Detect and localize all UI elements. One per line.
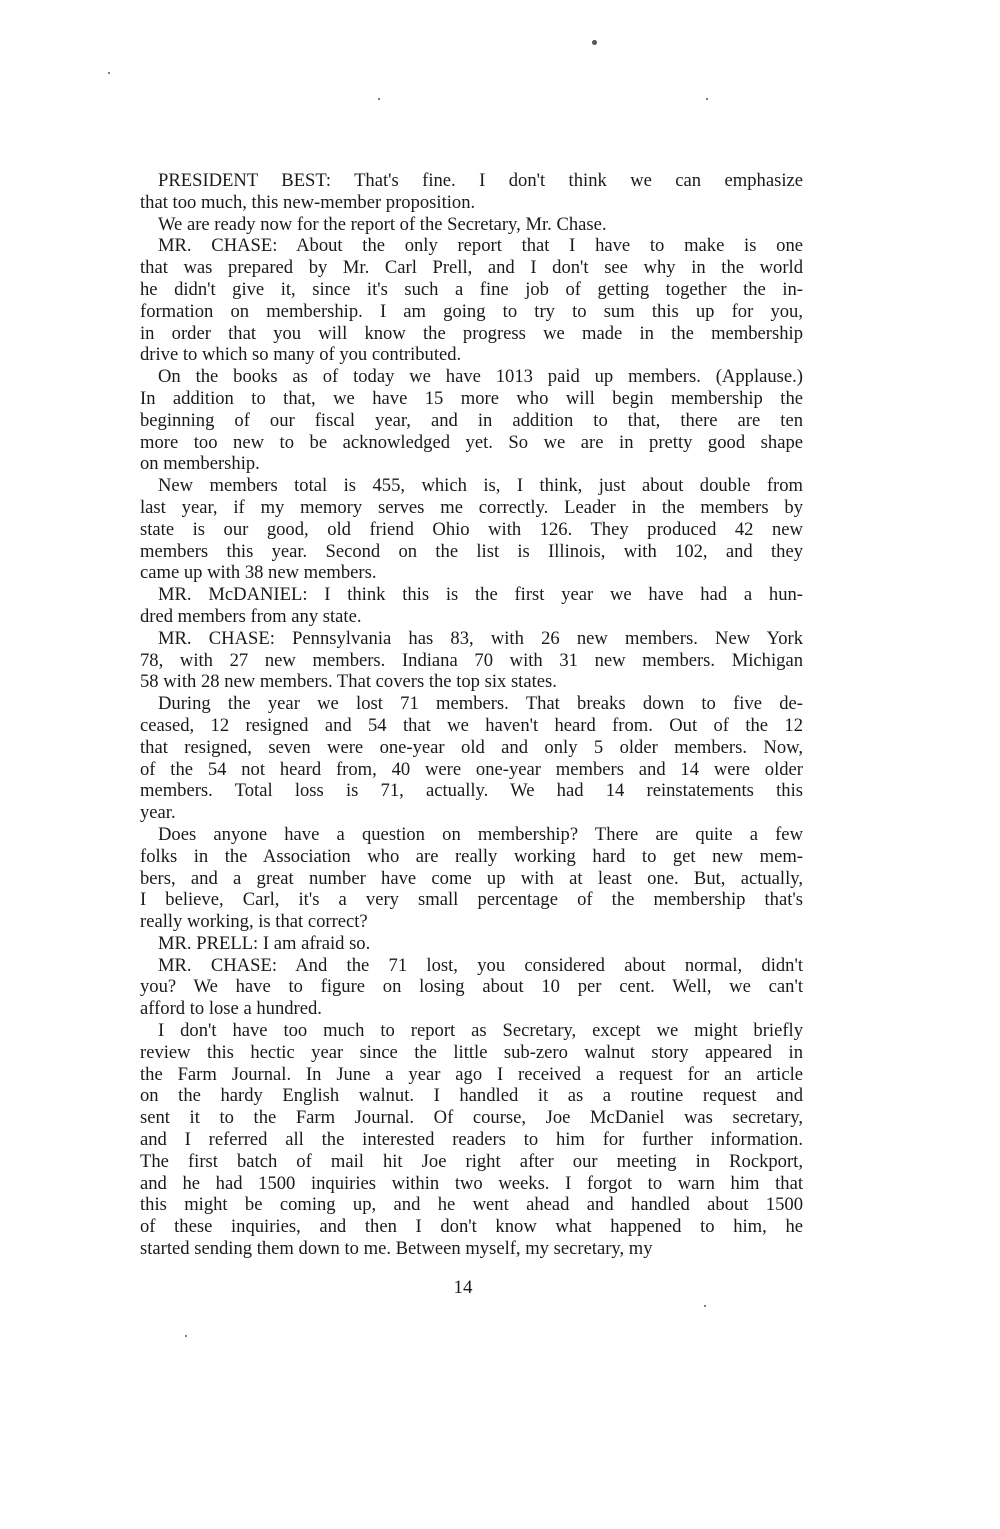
text-line: We are ready now for the report of the Secretary, Mr. Chase. <box>158 213 607 235</box>
text-line: members. Total loss is 71, actually. We had 14 reinstatements this <box>140 780 803 802</box>
paragraph <box>140 955 803 1020</box>
text-line: Does anyone have a question on membership? There are quite a few <box>158 823 803 845</box>
text-line: members this year. Second on the list is Illinois, with 102, and they <box>140 540 803 562</box>
text-line: last year, if my memory serves me correctly. Leader in the members by <box>140 496 803 518</box>
text-line: that was prepared by Mr. Carl Prell, and I don't see why in the world <box>140 257 803 279</box>
text-line: of these inquiries, and then I don't know what happened to him, he <box>140 1216 803 1238</box>
text-line: and he had 1500 inquiries within two weeks. I forgot to warn him that <box>140 1172 803 1194</box>
paragraph <box>140 584 803 628</box>
text-line: 58 with 28 new members. That covers the top six states. <box>140 671 557 693</box>
scan-speck <box>185 1335 187 1337</box>
paragraph <box>140 235 803 366</box>
text-line: state is our good, old friend Ohio with 126. They produced 42 new <box>140 518 803 540</box>
text-line: year. <box>140 802 176 824</box>
text-line: 78, with 27 new members. Indiana 70 with 31 new members. Michigan <box>140 649 803 671</box>
scan-speck <box>706 98 708 100</box>
text-line: drive to which so many of you contributed. <box>140 344 462 366</box>
paragraph <box>140 628 803 693</box>
text-line: really working, is that correct? <box>140 911 368 933</box>
body-text <box>140 170 803 1260</box>
text-line: folks in the Association who are really working hard to get new mem- <box>140 845 803 867</box>
text-line: MR. CHASE: Pennsylvania has 83, with 26 new members. New York <box>158 627 803 649</box>
text-line: afford to lose a hundred. <box>140 998 322 1020</box>
text-line: beginning of our fiscal year, and in addition to that, there are ten <box>140 409 803 431</box>
text-line: came up with 38 new members. <box>140 562 377 584</box>
text-line: sent it to the Farm Journal. Of course, Joe McDaniel was secretary, <box>140 1107 803 1129</box>
text-line: and I referred all the interested readers to him for further information. <box>140 1129 803 1151</box>
text-line: on membership. <box>140 453 260 475</box>
text-line: the Farm Journal. In June a year ago I received a request for an article <box>140 1063 803 1085</box>
scan-speck <box>108 72 110 74</box>
text-line: on the hardy English walnut. I handled it as a routine request and <box>140 1085 803 1107</box>
text-line: bers, and a great number have come up with at least one. But, actually, <box>140 867 803 889</box>
text-line: MR. McDANIEL: I think this is the first year we have had a hun- <box>158 584 803 606</box>
paragraph <box>140 1020 803 1260</box>
scan-speck <box>592 40 597 45</box>
text-line: of the 54 not heard from, 40 were one-year members and 14 were older <box>140 758 803 780</box>
paragraph <box>140 475 803 584</box>
text-line: I believe, Carl, it's a very small percentage of the membership that's <box>140 889 803 911</box>
text-line: PRESIDENT BEST: That's fine. I don't think we can emphasize <box>158 170 803 191</box>
text-line: MR. PRELL: I am afraid so. <box>158 932 371 954</box>
text-line: this might be coming up, and he went ahead and handled about 1500 <box>140 1194 803 1216</box>
paragraph <box>140 933 803 955</box>
text-line: ceased, 12 resigned and 54 that we haven't heard from. Out of the 12 <box>140 714 803 736</box>
text-line: MR. CHASE: About the only report that I have to make is one <box>158 235 803 257</box>
text-line: formation on membership. I am going to try to sum this up for you, <box>140 300 803 322</box>
text-line: I don't have too much to report as Secretary, except we might briefly <box>158 1020 803 1042</box>
text-line: In addition to that, we have 15 more who will begin membership the <box>140 387 803 409</box>
paragraph <box>140 366 803 475</box>
text-line: dred members from any state. <box>140 605 362 627</box>
text-line: During the year we lost 71 members. That breaks down to five de- <box>158 693 803 715</box>
text-line: in order that you will know the progress we made in the membership <box>140 322 803 344</box>
scan-speck <box>704 1305 706 1307</box>
scan-speck <box>378 98 380 100</box>
text-line: MR. CHASE: And the 71 lost, you considered about normal, didn't <box>158 954 803 976</box>
text-line: you? We have to figure on losing about 10 per cent. Well, we can't <box>140 976 803 998</box>
text-line: The first batch of mail hit Joe right after our meeting in Rockport, <box>140 1150 803 1172</box>
paragraph <box>140 824 803 933</box>
text-line: started sending them down to me. Between myself, my secretary, my <box>140 1238 653 1260</box>
text-line: On the books as of today we have 1013 paid up members. (Applause.) <box>158 366 803 388</box>
text-line: he didn't give it, since it's such a fine job of getting together the in- <box>140 278 803 300</box>
text-line: New members total is 455, which is, I think, just about double from <box>158 475 803 497</box>
paragraph <box>140 214 803 236</box>
paragraph <box>140 170 803 214</box>
text-line: that too much, this new-member proposition. <box>140 191 476 213</box>
paragraph <box>140 693 803 824</box>
text-line: that resigned, seven were one-year old and only 5 older members. Now, <box>140 736 803 758</box>
text-line: more too new to be acknowledged yet. So we are in pretty good shape <box>140 431 803 453</box>
text-line: review this hectic year since the little sub-zero walnut story appeared in <box>140 1041 803 1063</box>
page-number: 14 <box>453 1277 473 1298</box>
